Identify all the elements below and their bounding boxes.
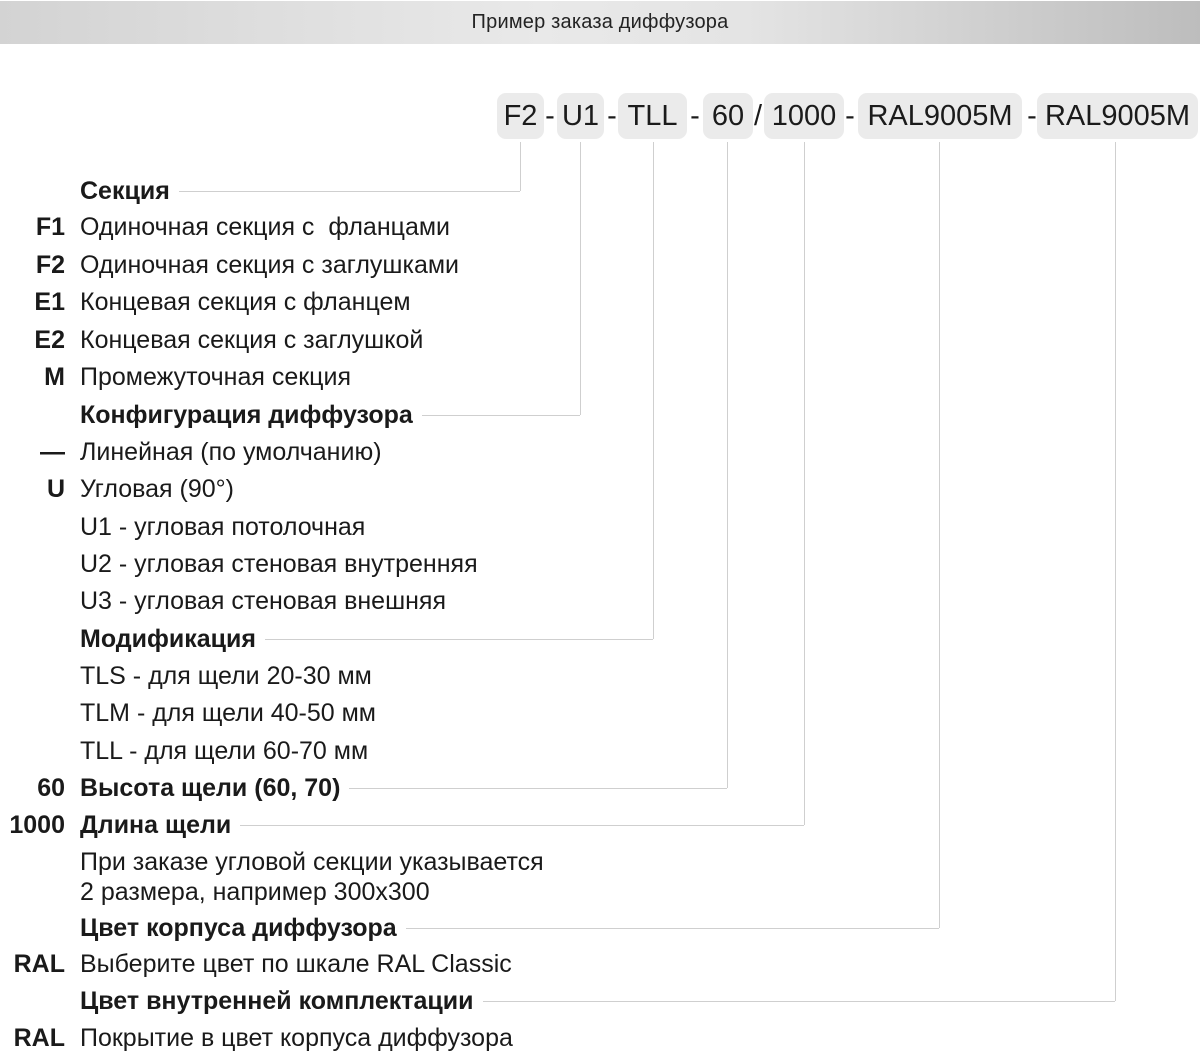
item-code: E1: [34, 288, 65, 316]
section-heading-configuration: [0, 397, 580, 434]
item-text: Покрытие в цвет корпуса диффузора: [80, 1024, 513, 1052]
legend-note-line: [0, 874, 430, 911]
item-code: RAL: [13, 1024, 65, 1052]
heading-text: Цвет внутренней комплектации: [80, 987, 474, 1015]
connector-lead: [179, 191, 520, 192]
item-text: U3 - угловая стеновая внешняя: [80, 587, 447, 615]
title-bar: [0, 1, 1200, 44]
connector-line-modification: [653, 142, 654, 639]
legend-item: [0, 209, 450, 246]
code-box-section: F2: [497, 93, 544, 139]
item-text: Концевая секция с фланцем: [80, 288, 411, 316]
item-text: U1 - угловая потолочная: [80, 513, 366, 541]
code-box-inner-color: RAL9005M: [1037, 93, 1198, 139]
item-text: Выберите цвет по шкале RAL Classic: [80, 950, 512, 978]
connector-line-section: [520, 142, 521, 191]
legend-item: [0, 733, 368, 770]
legend-item: [0, 658, 372, 695]
item-code: U: [46, 475, 65, 503]
heading-text: Секция: [80, 177, 170, 205]
connector-lead: [240, 825, 804, 826]
connector-lead: [349, 788, 727, 789]
section-heading-body-color: [0, 910, 939, 947]
note-text: 2 размера, например 300x300: [80, 878, 430, 906]
code-box-configuration: U1: [557, 93, 604, 139]
legend-item: [0, 583, 446, 620]
item-code: 60: [37, 774, 65, 802]
item-code: —: [40, 438, 65, 466]
item-code: RAL: [13, 950, 65, 978]
code-separator: -: [607, 100, 617, 132]
legend-item: [0, 284, 411, 321]
heading-text: Цвет корпуса диффузора: [80, 914, 397, 942]
section-heading-slot-length: [0, 807, 804, 844]
legend-item: [0, 1020, 513, 1057]
item-text: Угловая (90°): [80, 475, 234, 503]
heading-text: Высота щели (60, 70): [80, 774, 341, 802]
item-text: Концевая секция с заглушкой: [80, 326, 424, 354]
legend-item: [0, 546, 478, 583]
item-code: M: [44, 363, 65, 391]
legend-item: [0, 247, 459, 284]
code-separator: -: [845, 100, 855, 132]
item-text: TLS - для щели 20-30 мм: [80, 662, 372, 690]
note-text: При заказе угловой секции указывается: [80, 848, 544, 876]
legend-item: [0, 359, 351, 396]
heading-text: Длина щели: [80, 811, 232, 839]
section-heading-inner-color: [0, 983, 1115, 1020]
legend-item: [0, 434, 382, 471]
page-title: Пример заказа диффузора: [471, 11, 729, 33]
legend-item: [0, 695, 376, 732]
connector-lead: [483, 1001, 1115, 1002]
section-heading-modification: [0, 621, 653, 658]
connector-line-configuration: [580, 142, 581, 415]
item-text: Промежуточная секция: [80, 363, 351, 391]
item-code: E2: [34, 326, 65, 354]
section-heading-slot-height: [0, 770, 727, 807]
heading-text: Модификация: [80, 625, 256, 653]
connector-lead: [265, 639, 653, 640]
connector-lead: [422, 415, 580, 416]
section-heading-section: [0, 173, 520, 210]
code-separator: -: [545, 100, 555, 132]
item-text: Одиночная секция с фланцами: [80, 213, 451, 241]
code-separator-slash: /: [753, 100, 763, 132]
code-separator: -: [1027, 100, 1037, 132]
connector-line-slot-length: [804, 142, 805, 825]
item-code: F1: [35, 213, 65, 241]
connector-line-inner-color: [1115, 142, 1116, 1001]
connector-line-body-color: [939, 142, 940, 928]
legend-item: [0, 509, 365, 546]
code-box-modification: TLL: [618, 93, 687, 139]
item-text: Линейная (по умолчанию): [80, 438, 382, 466]
item-text: TLL - для щели 60-70 мм: [80, 737, 369, 765]
item-text: Одиночная секция с заглушками: [80, 251, 460, 279]
legend-item: [0, 946, 512, 983]
item-code: F2: [35, 251, 65, 279]
legend-item: [0, 322, 423, 359]
connector-line-slot-height: [727, 142, 728, 788]
item-code: 1000: [9, 811, 65, 839]
item-text: TLM - для щели 40-50 мм: [80, 699, 376, 727]
code-box-slot-height: 60: [703, 93, 753, 139]
connector-lead: [406, 928, 939, 929]
code-box-slot-length: 1000: [764, 93, 844, 139]
code-box-body-color: RAL9005M: [858, 93, 1022, 139]
item-text: U2 - угловая стеновая внутренняя: [80, 550, 478, 578]
heading-text: Конфигурация диффузора: [80, 401, 413, 429]
code-separator: -: [690, 100, 700, 132]
legend-item: [0, 471, 234, 508]
